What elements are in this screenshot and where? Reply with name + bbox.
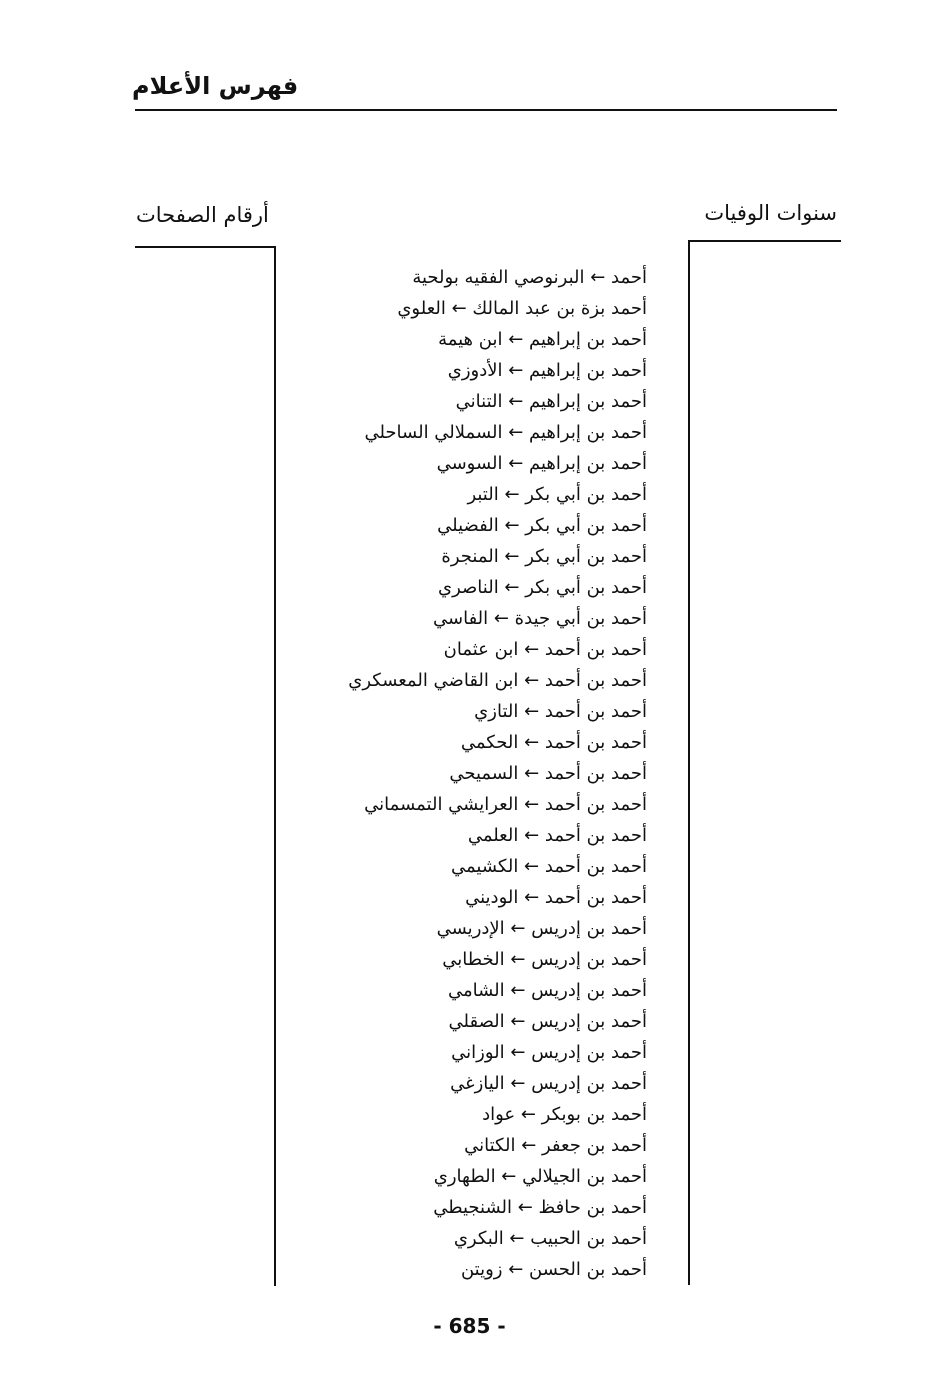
death-years-column-label: سنوات الوفيات — [704, 201, 837, 225]
index-entry: أحمد بزة بن عبد المالك ← العلوي — [397, 298, 647, 319]
index-entry: أحمد بن إبراهيم ← الأدوزي — [447, 360, 647, 381]
index-entry-list — [267, 262, 647, 1285]
index-entry: أحمد بن أحمد ← العرايشي التمسماني — [364, 794, 647, 815]
index-entry: أحمد بن أحمد ← ابن القاضي المعسكري — [348, 670, 647, 691]
index-entry: أحمد بن إبراهيم ← التناني — [455, 391, 647, 412]
index-entry: أحمد بن أبي بكر ← التبر — [467, 484, 647, 505]
index-entry: أحمد بن الحسن ← زويتن — [460, 1259, 647, 1280]
index-entry: أحمد بن إدريس ← اليازغي — [450, 1073, 647, 1094]
page-numbers-column-label: أرقام الصفحات — [136, 203, 269, 227]
index-entry: أحمد بن أحمد ← الوديني — [465, 887, 647, 908]
page-numbers-column-top-rule — [135, 246, 276, 248]
index-entry: أحمد بن أبي بكر ← الناصري — [438, 577, 647, 598]
index-entry: أحمد بن أحمد ← التازي — [474, 701, 647, 722]
header-rule — [135, 109, 837, 111]
index-entry: أحمد بن إدريس ← الوزاني — [451, 1042, 647, 1063]
index-entry: أحمد بن إدريس ← الخطابي — [442, 949, 647, 970]
index-entry: أحمد بن أبي بكر ← الفضيلي — [437, 515, 647, 536]
index-entry: أحمد بن أحمد ← الكشيمي — [451, 856, 647, 877]
death-years-column-top-rule — [688, 240, 841, 242]
index-entry: أحمد بن أحمد ← الحكمي — [460, 732, 647, 753]
index-entry: أحمد بن أحمد ← ابن عثمان — [443, 639, 647, 660]
index-entry: أحمد بن بوبكر ← عواد — [482, 1104, 647, 1125]
page-number: - 685 - — [433, 1314, 506, 1338]
index-entry: أحمد بن جعفر ← الكتاني — [464, 1135, 647, 1156]
index-entry: أحمد بن إبراهيم ← السوسي — [436, 453, 647, 474]
index-entry: أحمد بن حافظ ← الشنجيطي — [433, 1197, 647, 1218]
index-entry: أحمد بن إبراهيم ← ابن هيمة — [438, 329, 647, 350]
index-entry: أحمد بن إدريس ← الشامي — [447, 980, 647, 1001]
death-years-column-divider — [688, 240, 690, 1285]
index-entry: أحمد بن إبراهيم ← السملالي الساحلي — [364, 422, 647, 443]
index-entry: أحمد بن أبي بكر ← المنجرة — [441, 546, 647, 567]
index-entry: أحمد بن أحمد ← العلمي — [467, 825, 647, 846]
index-entry: أحمد بن إدريس ← الصقلي — [448, 1011, 647, 1032]
index-entry: أحمد ← البرنوصي الفقيه بولحية — [412, 267, 647, 288]
index-entry: أحمد بن أحمد ← السميحي — [449, 763, 647, 784]
index-entry: أحمد بن إدريس ← الإدريسي — [436, 918, 647, 939]
index-entry: أحمد بن الحبيب ← البكري — [453, 1228, 647, 1249]
index-entry: أحمد بن الجيلالي ← الطهاري — [433, 1166, 647, 1187]
running-head: فهرس الأعلام — [132, 72, 299, 100]
index-entry: أحمد بن أبي جيدة ← الفاسي — [433, 608, 647, 629]
